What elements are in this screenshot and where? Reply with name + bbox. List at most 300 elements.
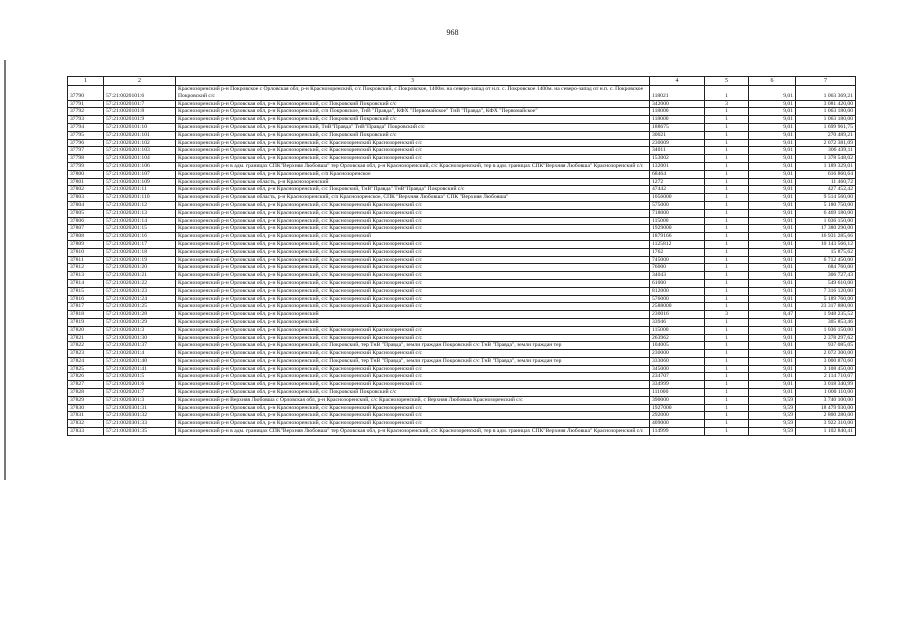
table-row (68, 108, 856, 116)
area-value: 153002 (650, 155, 705, 163)
row-number: 37803 (68, 194, 104, 202)
cadastral-number: 57:21:0020101:7 (104, 100, 176, 108)
count-value: 1 (705, 162, 749, 170)
count-value: 1 (705, 295, 749, 303)
location-description: Краснозоренский р-н Орловская обл, р-н Краснозоренский, с/с Краснозоренский Краснозоренский с/с (176, 240, 650, 248)
rate-value: 9,01 (749, 170, 796, 178)
cadastral-value: 3 018 340,99 (796, 381, 856, 389)
location-description: Краснозоренский р-н Орловская обл, р-н Краснозоренский, с/с Краснозоренский Краснозоренский с/с (176, 295, 650, 303)
rate-value: 9,01 (749, 155, 796, 163)
area-value: 132001 (650, 162, 705, 170)
row-number: 37811 (68, 256, 104, 264)
location-description: Краснозоренский р-н Орловская обл, р-н Краснозоренский, с/с Краснозоренский Краснозоренский с/с (176, 404, 650, 412)
rate-value: 9,01 (749, 233, 796, 241)
rate-value: 9,01 (749, 357, 796, 365)
count-value: 1 (705, 373, 749, 381)
rate-value: 8,47 (749, 311, 796, 319)
cadastral-value: 1 102 840,41 (796, 428, 856, 436)
row-number: 37822 (68, 342, 104, 350)
count-value: 1 (705, 404, 749, 412)
rate-value: 9,01 (749, 389, 796, 397)
cadastral-register-table (67, 76, 856, 436)
area-value: 230016 (650, 311, 705, 319)
cadastral-value: 18 479 930,00 (796, 404, 856, 412)
table-row (68, 311, 856, 319)
location-description: Краснозоренский р-н Орловская обл, р-н Краснозоренский, с/с Краснозоренский Краснозоренский с/с (176, 264, 650, 272)
rate-value: 9,01 (749, 365, 796, 373)
table-row (68, 318, 856, 326)
location-description: Краснозоренский р-н Орловская область, р-н Краснозоренский (176, 178, 650, 186)
row-number: 37816 (68, 295, 104, 303)
table-row (68, 303, 856, 311)
cadastral-number: 57:21:0020301:3 (104, 396, 176, 404)
count-value: 1 (705, 225, 749, 233)
cadastral-value: 9 514 560,00 (796, 194, 856, 202)
cadastral-number: 57:21:0020201:107 (104, 170, 176, 178)
area-value: 115000 (650, 326, 705, 334)
count-value: 1 (705, 412, 749, 420)
cadastral-value: 1 036 150,00 (796, 326, 856, 334)
table-row (68, 100, 856, 108)
count-value: 1 (705, 86, 749, 101)
table-row (68, 412, 856, 420)
location-description: Краснозоренский р-н Орловская обл, р-н Краснозоренский, с/с Покровский Покровский с/с (176, 100, 650, 108)
table-row (68, 334, 856, 342)
rate-value: 9,01 (749, 162, 796, 170)
cadastral-number: 57:21:0020201:12 (104, 201, 176, 209)
rate-value: 9,01 (749, 186, 796, 194)
cadastral-number: 57:21:0020301:35 (104, 428, 176, 436)
cadastral-number: 57:21:0020201:16 (104, 233, 176, 241)
column-header-6: 6 (749, 77, 796, 86)
location-description: Краснозоренский р-н Орловская обл, р-н Краснозоренский (176, 311, 650, 319)
table-row (68, 428, 856, 436)
cadastral-number: 57:21:0020201:18 (104, 248, 176, 256)
area-value: 230009 (650, 139, 705, 147)
cadastral-number: 57:21:0020301:33 (104, 420, 176, 428)
count-value: 1 (705, 326, 749, 334)
column-header-7: 7 (796, 77, 856, 86)
cadastral-number: 57:21:0020201:28 (104, 311, 176, 319)
row-number: 37828 (68, 389, 104, 397)
location-description: Краснозоренский р-н в адм. границах СПК"Верхняя Любовша" тер Орловская обл, р-н Краснозоренский, с/с Краснозоренский, тер в адм. границах СПК"Верхняя Любовша" Краснозоренский с/с (176, 428, 650, 436)
column-number-row (68, 77, 856, 86)
cadastral-value: 427 452,42 (796, 186, 856, 194)
column-header-4: 4 (650, 77, 705, 86)
row-number: 37830 (68, 404, 104, 412)
count-value: 1 (705, 256, 749, 264)
row-number: 37802 (68, 186, 104, 194)
location-description: Краснозоренский р-н Орловская обл, р-н Краснозоренский, с/с Краснозоренский Краснозоренский с/с (176, 248, 650, 256)
cadastral-number: 57:21:0020201:17 (104, 240, 176, 248)
area-value: 111000 (650, 389, 705, 397)
cadastral-value: 1 063 180,00 (796, 108, 856, 116)
cadastral-number: 57:21:0020201:37 (104, 342, 176, 350)
location-description: Краснозоренский р-н Орловская обл, р-н Краснозоренский, с/с Краснозоренский Краснозоренский с/с (176, 365, 650, 373)
row-number: 37823 (68, 350, 104, 358)
rate-value: 9,01 (749, 178, 796, 186)
area-value: 115000 (650, 217, 705, 225)
rate-value: 9,01 (749, 303, 796, 311)
scan-edge-mark (4, 60, 6, 480)
location-description: Краснозоренский р-н Орловская обл, р-н Краснозоренский, с/с Краснозоренский Краснозоренский с/с (176, 139, 650, 147)
cadastral-number: 57:21:0020201:29 (104, 318, 176, 326)
count-value: 1 (705, 287, 749, 295)
table-row (68, 420, 856, 428)
location-description: Краснозоренский р-н Орловская обл, р-н Краснозоренский, с/с Покровский, ТнВ"Правда" ТнВ"Правда" Покровский с/с (176, 186, 650, 194)
location-description: Краснозоренский р-н Орловская обл, р-н Краснозоренский, с/с Краснозоренский Краснозоренский с/с (176, 412, 650, 420)
location-description: Краснозоренский р-н Орловская обл, р-н Краснозоренский, с/с Покровский, тер ТнВ "Правда", земли граждан Покровский с/с ТнВ "Правда", земли граждан тер (176, 357, 650, 365)
row-number: 37791 (68, 100, 104, 108)
row-number: 37819 (68, 318, 104, 326)
row-number: 37795 (68, 131, 104, 139)
cadastral-value: 1 189 329,01 (796, 162, 856, 170)
column-header-3: 3 (176, 77, 650, 86)
row-number: 37827 (68, 381, 104, 389)
rate-value: 9,01 (749, 318, 796, 326)
row-number: 37825 (68, 365, 104, 373)
rate-value: 9,01 (749, 225, 796, 233)
location-description: Краснозоренский р-н Орловская обл, р-н Краснозоренский, с/с Краснозоренский Краснозоренский с/с (176, 373, 650, 381)
rate-value: 9,59 (749, 428, 796, 436)
count-value: 1 (705, 334, 749, 342)
table-row (68, 123, 856, 131)
rate-value: 9,01 (749, 264, 796, 272)
table-row (68, 139, 856, 147)
table-row (68, 225, 856, 233)
location-description: Краснозоренский р-н Орловская обл, р-н Краснозоренский, с/с Краснозоренский Краснозоренский с/с (176, 303, 650, 311)
cadastral-value: 2 072 300,00 (796, 350, 856, 358)
area-value: 76000 (650, 264, 705, 272)
rate-value: 9,01 (749, 334, 796, 342)
location-description: Краснозоренский р-н Орловская обл, р-н Краснозоренский, ТнВ"Правда" ТнВ"Правда" Покровский с/с (176, 123, 650, 131)
row-number: 37831 (68, 412, 104, 420)
cadastral-value: 305 853,46 (796, 318, 856, 326)
count-value: 1 (705, 279, 749, 287)
table-row (68, 342, 856, 350)
table-row (68, 116, 856, 124)
cadastral-number: 57:21:0020101:8 (104, 108, 176, 116)
rate-value: 9,01 (749, 116, 796, 124)
row-number: 37809 (68, 240, 104, 248)
area-value: 263962 (650, 334, 705, 342)
count-value: 1 (705, 186, 749, 194)
cadastral-number: 57:21:0020201:14 (104, 217, 176, 225)
cadastral-value: 10 143 566,12 (796, 240, 856, 248)
row-number: 37826 (68, 373, 104, 381)
location-description: Краснозоренский р-н Орловская обл, р-н Краснозоренский, с/с Краснозоренский Краснозоренский с/с (176, 217, 650, 225)
table-row (68, 264, 856, 272)
cadastral-value: 2 378 297,62 (796, 334, 856, 342)
count-value: 1 (705, 381, 749, 389)
row-number: 37818 (68, 311, 104, 319)
row-number: 37810 (68, 248, 104, 256)
area-value: 1927000 (650, 404, 705, 412)
page-number: 968 (446, 28, 459, 37)
count-value: 1 (705, 357, 749, 365)
count-value: 1 (705, 108, 749, 116)
area-value: 1879166 (650, 233, 705, 241)
count-value: 1 (705, 396, 749, 404)
table-row (68, 326, 856, 334)
rate-value: 9,59 (749, 420, 796, 428)
area-value: 1762 (650, 248, 705, 256)
row-number: 37808 (68, 233, 104, 241)
rate-value: 9,01 (749, 147, 796, 155)
location-description: Краснозоренский р-н в адм. границах СПК"Верхняя Любовша" тер Орловская обл, р-н Краснозоренский, с/с Краснозоренский, тер в адм. границах СПК"Верхняя Любовша" Краснозоренский с/с (176, 162, 650, 170)
cadastral-value: 5 180 750,00 (796, 201, 856, 209)
cadastral-value: 6 712 450,00 (796, 256, 856, 264)
cadastral-value: 1 000 110,00 (796, 389, 856, 397)
table-row (68, 272, 856, 280)
location-description: Краснозоренский р-н Орловская обл, р-н Краснозоренский, с/с Краснозоренский Краснозоренский с/с (176, 334, 650, 342)
table-row (68, 248, 856, 256)
cadastral-value: 7 316 120,00 (796, 287, 856, 295)
row-number: 37820 (68, 326, 104, 334)
area-value: 292000 (650, 412, 705, 420)
location-description: Краснозоренский р-н Орловская обл, р-н Краснозоренский, с/с Покровский Покровский с/с (176, 116, 650, 124)
cadastral-number: 57:21:0020201:4 (104, 350, 176, 358)
cadastral-number: 57:21:0020201:101 (104, 131, 176, 139)
table-row (68, 381, 856, 389)
location-description: Краснозоренский р-н Орловская обл, р-н Краснозоренский, с/с Краснозоренский Краснозоренский с/с (176, 209, 650, 217)
area-value: 118000 (650, 116, 705, 124)
count-value: 3 (705, 311, 749, 319)
cadastral-value: 1 063 369,21 (796, 86, 856, 101)
cadastral-number: 57:21:0020201:13 (104, 209, 176, 217)
table-row (68, 131, 856, 139)
table-row (68, 155, 856, 163)
area-value: 718000 (650, 209, 705, 217)
location-description: Краснозоренский р-н Верхняя Любовша с Орловская обл, р-н Краснозоренский, с/с Краснозоренский, с Верхняя Любовша Краснозоренский с/с (176, 396, 650, 404)
count-value: 1 (705, 389, 749, 397)
count-value: 1 (705, 342, 749, 350)
area-value: 2588000 (650, 303, 705, 311)
rate-value: 9,59 (749, 412, 796, 420)
count-value: 1 (705, 170, 749, 178)
cadastral-value: 684 760,00 (796, 264, 856, 272)
cadastral-number: 57:21:0020201:102 (104, 139, 176, 147)
cadastral-value: 306 439,11 (796, 147, 856, 155)
table-row (68, 217, 856, 225)
location-description: Краснозоренский р-н Орловская обл, р-н Краснозоренский, с/с Краснозоренский Краснозоренский с/с (176, 326, 650, 334)
location-description: Краснозоренский р-н Орловская обл, р-н Краснозоренский, с/с Покровский, тер ТнВ "Правда", земли граждан Покровский с/с ТнВ "Правда", земли граждан тер (176, 342, 650, 350)
row-number: 37805 (68, 209, 104, 217)
row-number: 37804 (68, 201, 104, 209)
area-value: 1056000 (650, 194, 705, 202)
cadastral-number: 57:21:0020201:6 (104, 381, 176, 389)
cadastral-number: 57:21:0020301:31 (104, 404, 176, 412)
area-value: 118000 (650, 108, 705, 116)
table-row (68, 396, 856, 404)
rate-value: 9,01 (749, 108, 796, 116)
location-description: Краснозоренский р-н Орловская обл, р-н Краснозоренский, с/п Краснозоренское (176, 170, 650, 178)
area-value: 188675 (650, 123, 705, 131)
location-description: Краснозоренский р-н Орловская обл, р-н Краснозоренский, с/п Покровское, ТнВ "Правда", КФХ "Первомайское" ТнВ "Правда", КФХ "Первомайское" (176, 108, 650, 116)
area-value: 34043 (650, 272, 705, 280)
rate-value: 9,01 (749, 131, 796, 139)
count-value: 1 (705, 318, 749, 326)
location-description: Краснозоренский р-н Орловская обл, р-н Краснозоренский, с/с Краснозоренский Краснозоренский с/с (176, 350, 650, 358)
table-row (68, 178, 856, 186)
count-value: 1 (705, 209, 749, 217)
table-row (68, 365, 856, 373)
row-number: 37817 (68, 303, 104, 311)
area-value: 812000 (650, 287, 705, 295)
row-number: 37833 (68, 428, 104, 436)
row-number: 37797 (68, 147, 104, 155)
rate-value: 9,01 (749, 350, 796, 358)
table-row (68, 295, 856, 303)
rate-value: 9,59 (749, 396, 796, 404)
count-value: 1 (705, 155, 749, 163)
table-row (68, 201, 856, 209)
row-number: 37829 (68, 396, 104, 404)
cadastral-value: 2 072 381,09 (796, 139, 856, 147)
cadastral-number: 57:21:0020201:3 (104, 326, 176, 334)
area-value: 68464 (650, 170, 705, 178)
cadastral-value: 1 378 548,02 (796, 155, 856, 163)
location-description: Краснозоренский р-н Орловская обл, р-н Краснозоренский, с/с Покровский Покровский с/с (176, 389, 650, 397)
row-number: 37832 (68, 420, 104, 428)
table-row (68, 186, 856, 194)
count-value: 1 (705, 178, 749, 186)
cadastral-number: 57:21:0020201:15 (104, 225, 176, 233)
count-value: 1 (705, 264, 749, 272)
cadastral-value: 616 860,64 (796, 170, 856, 178)
cadastral-value: 549 610,00 (796, 279, 856, 287)
cadastral-value: 1 948 235,52 (796, 311, 856, 319)
rate-value: 9,01 (749, 342, 796, 350)
table-row (68, 147, 856, 155)
location-description: Краснозоренский р-н Орловская обл, р-н Краснозоренский, с/с Краснозоренский Краснозоренский с/с (176, 381, 650, 389)
table-row (68, 170, 856, 178)
column-header-1: 1 (68, 77, 104, 86)
location-description: Краснозоренский р-н Орловская обл, р-н Краснозоренский, с/с Краснозоренский Краснозоренский с/с (176, 201, 650, 209)
cadastral-number: 57:21:0020201:106 (104, 162, 176, 170)
cadastral-value: 3 740 100,00 (796, 396, 856, 404)
row-number: 37798 (68, 155, 104, 163)
cadastral-number: 57:21:0020201:22 (104, 279, 176, 287)
area-value: 61000 (650, 279, 705, 287)
row-number: 37801 (68, 178, 104, 186)
cadastral-number: 57:21:0020201:23 (104, 287, 176, 295)
area-value: 47442 (650, 186, 705, 194)
cadastral-value: 2 800 280,00 (796, 412, 856, 420)
count-value: 1 (705, 248, 749, 256)
area-value: 230000 (650, 350, 705, 358)
table-row (68, 194, 856, 202)
count-value: 1 (705, 272, 749, 280)
rate-value: 9,01 (749, 123, 796, 131)
cadastral-number: 57:21:0020201:109 (104, 178, 176, 186)
rate-value: 9,01 (749, 139, 796, 147)
rate-value: 9,01 (749, 217, 796, 225)
column-header-5: 5 (705, 77, 749, 86)
area-value: 1929000 (650, 225, 705, 233)
rate-value: 9,01 (749, 256, 796, 264)
cadastral-number: 57:21:0020301:32 (104, 412, 176, 420)
cadastral-value: 23 317 880,00 (796, 303, 856, 311)
area-value: 118021 (650, 86, 705, 101)
cadastral-value: 270 489,21 (796, 131, 856, 139)
location-description: Краснозоренский р-н Покровское с Орловская обл, р-н Краснозоренский, с/с Покровский, с Покровское, 1400м. на северо-запад от н.п. с. Покровское 1400м. на северо-запад от н.п. с. Покровское Покровский с/с (176, 86, 650, 101)
area-value: 575000 (650, 201, 705, 209)
count-value: 1 (705, 350, 749, 358)
area-value: 234707 (650, 373, 705, 381)
row-number: 37812 (68, 264, 104, 272)
cadastral-value: 2 114 710,07 (796, 373, 856, 381)
row-number: 37824 (68, 357, 104, 365)
rate-value: 9,01 (749, 272, 796, 280)
table-row (68, 86, 856, 101)
rate-value: 9,01 (749, 86, 796, 101)
cadastral-number: 57:21:0020201:103 (104, 147, 176, 155)
cadastral-value: 306 727,43 (796, 272, 856, 280)
table-row (68, 233, 856, 241)
cadastral-value: 5 189 760,00 (796, 295, 856, 303)
rate-value: 9,01 (749, 194, 796, 202)
location-description: Краснозоренский р-н Орловская обл, р-н Краснозоренский, с/с Краснозоренский Краснозоренский с/с (176, 225, 650, 233)
count-value: 1 (705, 303, 749, 311)
location-description: Краснозоренский р-н Орловская обл, р-н Краснозоренский, с/с Краснозоренский Краснозоренский с/с (176, 147, 650, 155)
area-value: 409000 (650, 420, 705, 428)
area-value: 30021 (650, 131, 705, 139)
area-value: 114999 (650, 428, 705, 436)
cadastral-number: 57:21:0020201:110 (104, 194, 176, 202)
rate-value: 9,01 (749, 373, 796, 381)
rate-value: 9,01 (749, 248, 796, 256)
location-description: Краснозоренский р-н Орловская обл, р-н Краснозоренский, с/с Покровский Покровский с/с (176, 131, 650, 139)
cadastral-number: 57:21:0020101:9 (104, 116, 176, 124)
cadastral-number: 57:21:0020101:6 (104, 86, 176, 101)
cadastral-value: 3 108 450,00 (796, 365, 856, 373)
table-row (68, 373, 856, 381)
count-value: 1 (705, 194, 749, 202)
area-value: 33946 (650, 318, 705, 326)
count-value: 1 (705, 147, 749, 155)
table-row (68, 287, 856, 295)
row-number: 37821 (68, 334, 104, 342)
count-value: 1 (705, 131, 749, 139)
count-value: 1 (705, 116, 749, 124)
row-number: 37815 (68, 287, 104, 295)
table-row (68, 350, 856, 358)
cadastral-value: 937 085,05 (796, 342, 856, 350)
table-row (68, 240, 856, 248)
table-row (68, 279, 856, 287)
rate-value: 9,01 (749, 279, 796, 287)
cadastral-number: 57:21:0020201:5 (104, 373, 176, 381)
rate-value: 9,01 (749, 201, 796, 209)
count-value: 3 (705, 100, 749, 108)
cadastral-number: 57:21:0020201:25 (104, 303, 176, 311)
table-row (68, 256, 856, 264)
row-number: 37807 (68, 225, 104, 233)
rate-value: 9,01 (749, 381, 796, 389)
cadastral-value: 17 380 290,00 (796, 225, 856, 233)
count-value: 1 (705, 139, 749, 147)
cadastral-number: 57:21:0020201:104 (104, 155, 176, 163)
cadastral-value: 3 000 870,60 (796, 357, 856, 365)
table-row (68, 389, 856, 397)
count-value: 1 (705, 365, 749, 373)
location-description: Краснозоренский р-н Орловская обл, р-н Краснозоренский, с/с Краснозоренский (176, 233, 650, 241)
cadastral-number: 57:21:0020201:20 (104, 264, 176, 272)
cadastral-value: 3 081 420,00 (796, 100, 856, 108)
area-value: 334999 (650, 381, 705, 389)
rate-value: 9,01 (749, 100, 796, 108)
